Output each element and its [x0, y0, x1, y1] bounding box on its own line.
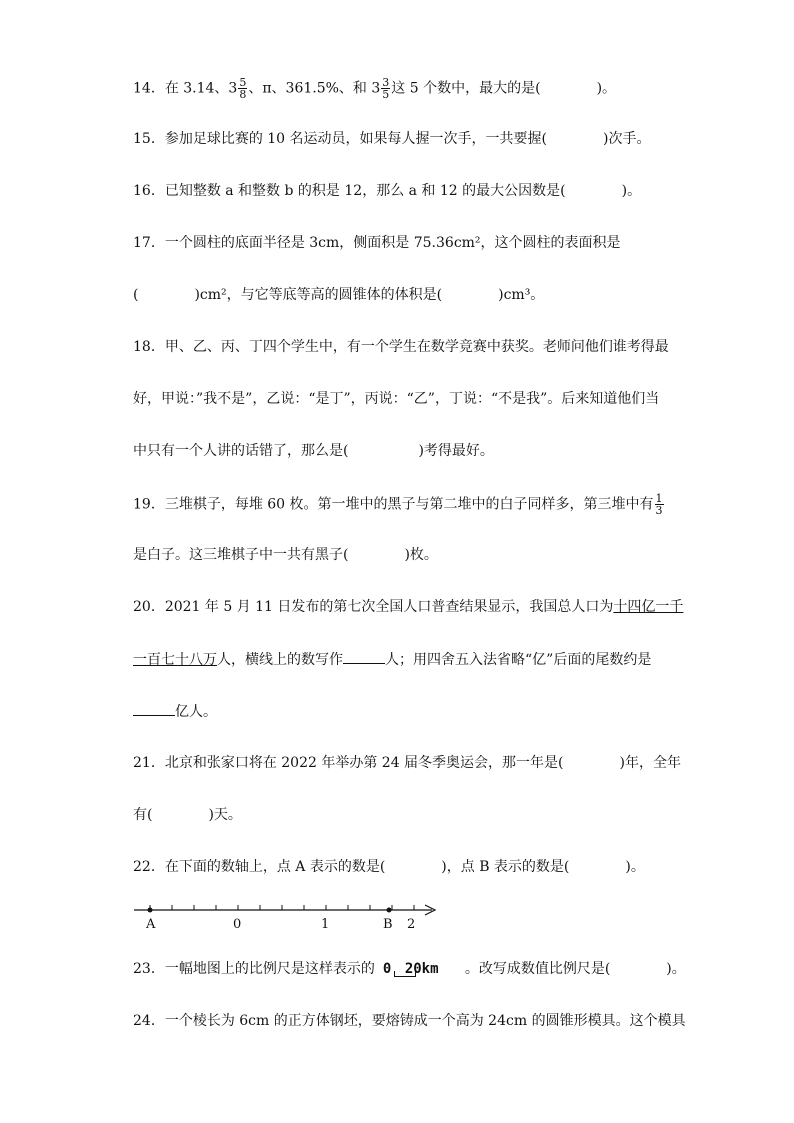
question-20-line-3: 亿人。	[133, 701, 217, 722]
answer-blank[interactable]	[133, 701, 175, 716]
question-16: 16．已知整数 a 和整数 b 的积是 12，那么 a 和 12 的最大公因数是( )。	[133, 183, 642, 199]
question-14: 14．在 3.14、3 $\frac{5}{8}$ 、π、361.5%、和 3 $\frac{3}{5}$ 这 5 个数中，最大的是( )。	[133, 76, 617, 101]
point-a-marker	[148, 908, 153, 913]
label-one: 1	[321, 917, 330, 932]
question-21-line-1: 21．北京和张家口将在 2022 年举办第 24 届冬季奥运会，那一年是( )年，全年	[133, 755, 681, 771]
underlined-number-words-2: 一百七十八万	[133, 652, 217, 668]
fraction-3-5: $\frac{3}{5}$	[382, 76, 390, 101]
label-b: B	[383, 917, 393, 932]
label-a: A	[146, 917, 156, 932]
question-24: 24．一个棱长为 6cm 的正方体钢坯，要熔铸成一个高为 24cm 的圆锥形模具。这个模具	[133, 1013, 686, 1029]
label-zero: 0	[233, 917, 242, 932]
question-17-line-1: 17．一个圆柱的底面半径是 3cm，侧面积是 75.36cm²，这个圆柱的表面积是	[133, 235, 621, 251]
fraction-5-8: $\frac{5}{8}$	[239, 76, 247, 101]
question-17-line-2: ( )cm²，与它等底等高的圆锥体的体积是( )cm³。	[133, 287, 545, 303]
question-20-line-1: 20．2021 年 5 月 11 日发布的第七次全国人口普查结果显示，我国总人口为十四亿一千	[133, 599, 684, 615]
question-22: 22．在下面的数轴上，点 A 表示的数是( )，点 B 表示的数是( )。	[133, 859, 645, 875]
question-23: 23．一幅地图上的比例尺是这样表示的 0 20km 。改写成数值比例尺是( )。	[133, 961, 686, 977]
point-b-marker	[387, 908, 392, 913]
answer-blank[interactable]	[343, 649, 385, 664]
label-two: 2	[407, 917, 416, 932]
question-18-line-1: 18．甲、乙、丙、丁四个学生中，有一个学生在数学竞赛中获奖。老师问他们谁考得最	[133, 339, 669, 355]
question-19-line-2: 是白子。这三堆棋子中一共有黑子( )枚。	[133, 547, 438, 563]
fraction-1-3: $\frac{1}{3}$	[655, 492, 663, 517]
scale-bar	[379, 959, 461, 979]
question-18-line-3: 中只有一个人讲的话错了，那么是( )考得最好。	[133, 443, 494, 459]
question-21-line-2: 有( )天。	[133, 807, 242, 823]
question-15: 15．参加足球比赛的 10 名运动员，如果每人握一次手，一共要握( )次手。	[133, 131, 651, 147]
scale-distance: 20km	[404, 961, 439, 977]
question-19-line-1: 19．三堆棋子，每堆 60 枚。第一堆中的黑子与第二堆中的白子同样多，第三堆中有 $\frac{1}{3}$	[133, 492, 663, 517]
question-20-line-2: 一百七十八万人，横线上的数写作 人；用四舍五入法省略“亿”后面的尾数约是	[133, 649, 651, 670]
question-18-line-2: 好，甲说：”我不是”，乙说：“是丁”，丙说：“乙”，丁说：“不是我”。后来知道他们当	[133, 391, 660, 407]
number-line	[130, 898, 450, 938]
scale-zero: 0	[382, 961, 392, 977]
underlined-number-words-1: 十四亿一千	[613, 599, 684, 615]
